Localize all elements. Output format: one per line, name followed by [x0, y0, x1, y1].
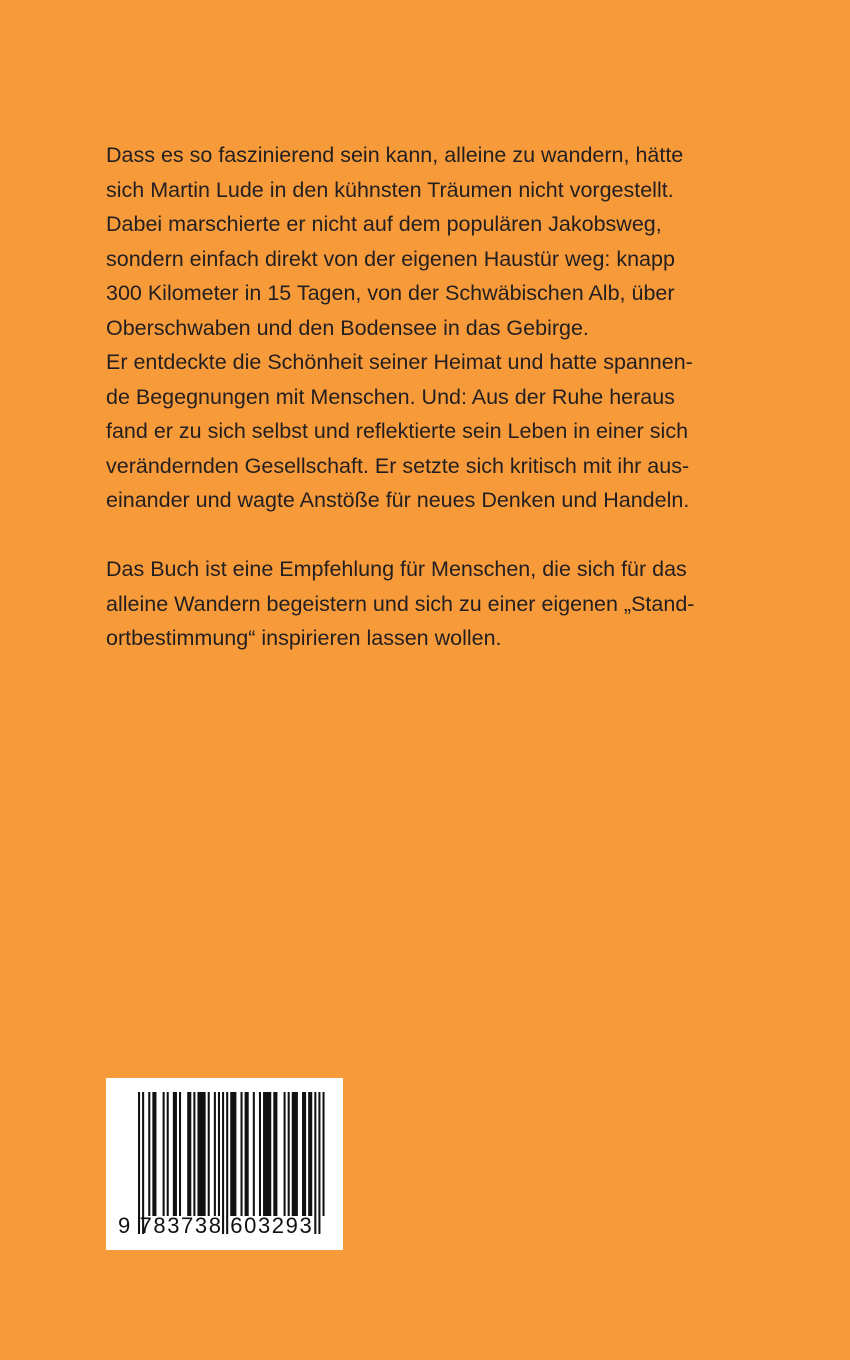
blurb-line: 300 Kilometer in 15 Tagen, von der Schwäbischen Alb, über [106, 281, 675, 305]
barcode-bar [187, 1092, 191, 1216]
barcode-bar [292, 1092, 298, 1216]
barcode-bar [193, 1092, 195, 1216]
recommendation-line: alleine Wandern begeistern und sich zu einer eigenen „Stand- [106, 591, 695, 616]
blurb-line: einander und wagte Anstöße für neues Denken und Handeln. [106, 488, 690, 512]
barcode-bar [284, 1092, 286, 1216]
barcode-bar [273, 1092, 277, 1216]
barcode-bar [148, 1092, 150, 1216]
blurb-line: sich Martin Lude in den kühnsten Träumen nicht vorgestellt. [106, 177, 674, 202]
barcode-bar [323, 1092, 325, 1216]
blurb-line: Dabei marschierte er nicht auf dem populären Jakobsweg, [106, 212, 662, 236]
recommendation-line: ortbestimmung“ inspirieren lassen wollen. [106, 626, 502, 650]
blurb-line: fand er zu sich selbst und reflektierte sein Leben in einer sich [106, 419, 689, 443]
blurb-line: Oberschwaben und den Bodensee in das Gebirge. [106, 315, 589, 340]
blurb-line: sondern einfach direkt von der eigenen Haustür weg: knapp [106, 246, 675, 271]
barcode-bar [259, 1092, 261, 1216]
barcode-bar [179, 1092, 181, 1216]
barcode-bar [245, 1092, 249, 1216]
barcode-bar [302, 1092, 306, 1216]
barcode-bar [197, 1092, 205, 1216]
blurb-line: verändernden Gesellschaft. Er setzte sich kritisch mit ihr aus- [106, 453, 690, 478]
barcode-bar [241, 1092, 243, 1216]
barcode-bar [214, 1092, 216, 1216]
barcode-bar [288, 1092, 290, 1216]
barcode-bar [173, 1092, 177, 1216]
paragraph-spacer [106, 518, 746, 553]
barcode-bar [314, 1092, 316, 1234]
isbn-number: 9 783738 603293 [118, 1213, 314, 1238]
isbn-barcode [106, 1078, 343, 1250]
barcode-bar [152, 1092, 156, 1216]
barcode-bar [230, 1092, 236, 1216]
barcode-bar [163, 1092, 165, 1216]
barcode-bar [208, 1092, 210, 1216]
barcode-bar [308, 1092, 312, 1216]
barcode-bar [263, 1092, 271, 1216]
recommendation-line: Das Buch ist eine Empfehlung für Menschen, die sich für das [106, 557, 687, 581]
blurb-line: de Begegnungen mit Menschen. Und: Aus der Ruhe heraus [106, 384, 675, 409]
barcode-bar [318, 1092, 320, 1234]
back-cover-blurb [106, 138, 746, 656]
blurb-line: Dass es so faszinierend sein kann, alleine zu wandern, hätte [106, 143, 684, 167]
barcode-bar [167, 1092, 169, 1216]
barcode-bar [253, 1092, 255, 1216]
blurb-line: Er entdeckte die Schönheit seiner Heimat und hatte spannen- [106, 350, 693, 374]
barcode-bar [218, 1092, 220, 1216]
